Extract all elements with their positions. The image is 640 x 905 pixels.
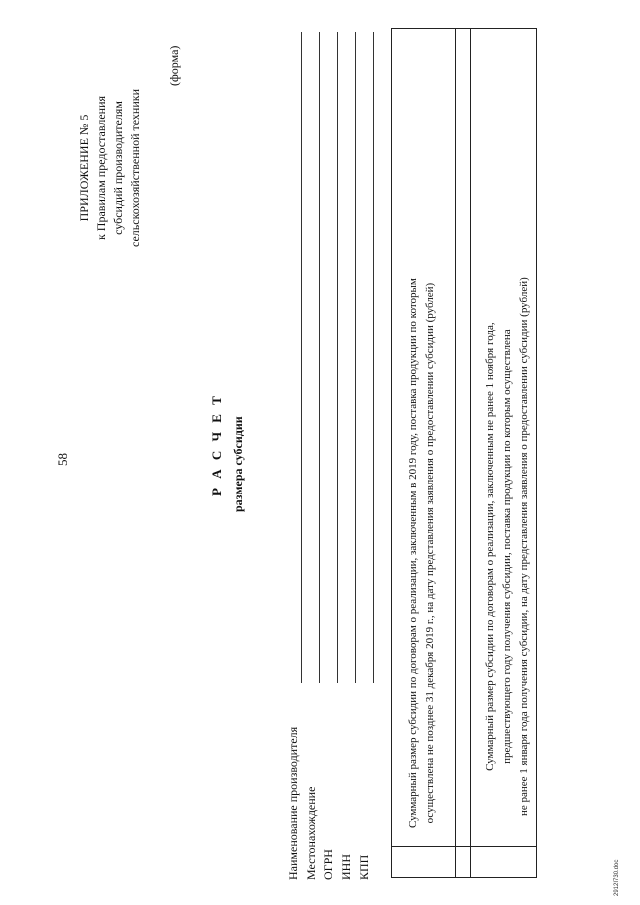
- appendix-line-subsidies: субсидий производителям: [111, 101, 125, 235]
- document-id: 2912I730.doc: [614, 859, 620, 896]
- document-title: Р А С Ч Е Т: [209, 393, 224, 496]
- table-row2-top-line: [455, 28, 456, 878]
- producer-name-line: [301, 32, 302, 683]
- table-row2-line2: предшествующего году получения субсидии, поставка продукции по которым осуществлена: [501, 329, 513, 764]
- kpp-line: [373, 32, 374, 683]
- table-row1-top-line: [391, 846, 537, 847]
- form-label: (форма): [167, 45, 181, 86]
- field-inn: ИНН: [339, 854, 353, 880]
- ogrn-line: [337, 32, 338, 683]
- field-producer-name: Наименование производителя: [286, 726, 300, 880]
- field-ogrn: ОГРН: [321, 849, 335, 880]
- field-location: Местонахождение: [304, 786, 318, 880]
- table-row1-text: [405, 278, 439, 828]
- table-row2-text: [482, 277, 533, 816]
- appendix-header: [76, 89, 144, 247]
- location-line: [319, 32, 320, 683]
- table-row1-line2: осуществлена не позднее 31 декабря 2019 г., на дату представления заявления о предоставлении субсидии (рублей): [424, 282, 436, 824]
- appendix-line-rules: к Правилам предоставления: [94, 95, 108, 241]
- inn-line: [355, 32, 356, 683]
- table-row1-line1: Суммарный размер субсидии по договорам о реализации, заключенным в 2019 году, поставка продукции по которым: [407, 278, 419, 828]
- table-row2-line3: не ранее 1 января года получения субсидии, на дату представления заявления о предоставлении субсидии (рублей): [518, 277, 530, 816]
- appendix-line-machinery: сельскохозяйственной техники: [128, 89, 142, 247]
- field-kpp: КПП: [357, 854, 371, 880]
- page-number: 58: [55, 453, 70, 466]
- table-row2-line1: Суммарный размер субсидии по договорам о реализации, заключенным не ранее 1 ноября года,: [484, 322, 496, 771]
- table-row2-inner-line: [470, 28, 471, 878]
- document-subtitle: размера субсидии: [231, 416, 245, 512]
- appendix-number: ПРИЛОЖЕНИЕ № 5: [77, 114, 91, 222]
